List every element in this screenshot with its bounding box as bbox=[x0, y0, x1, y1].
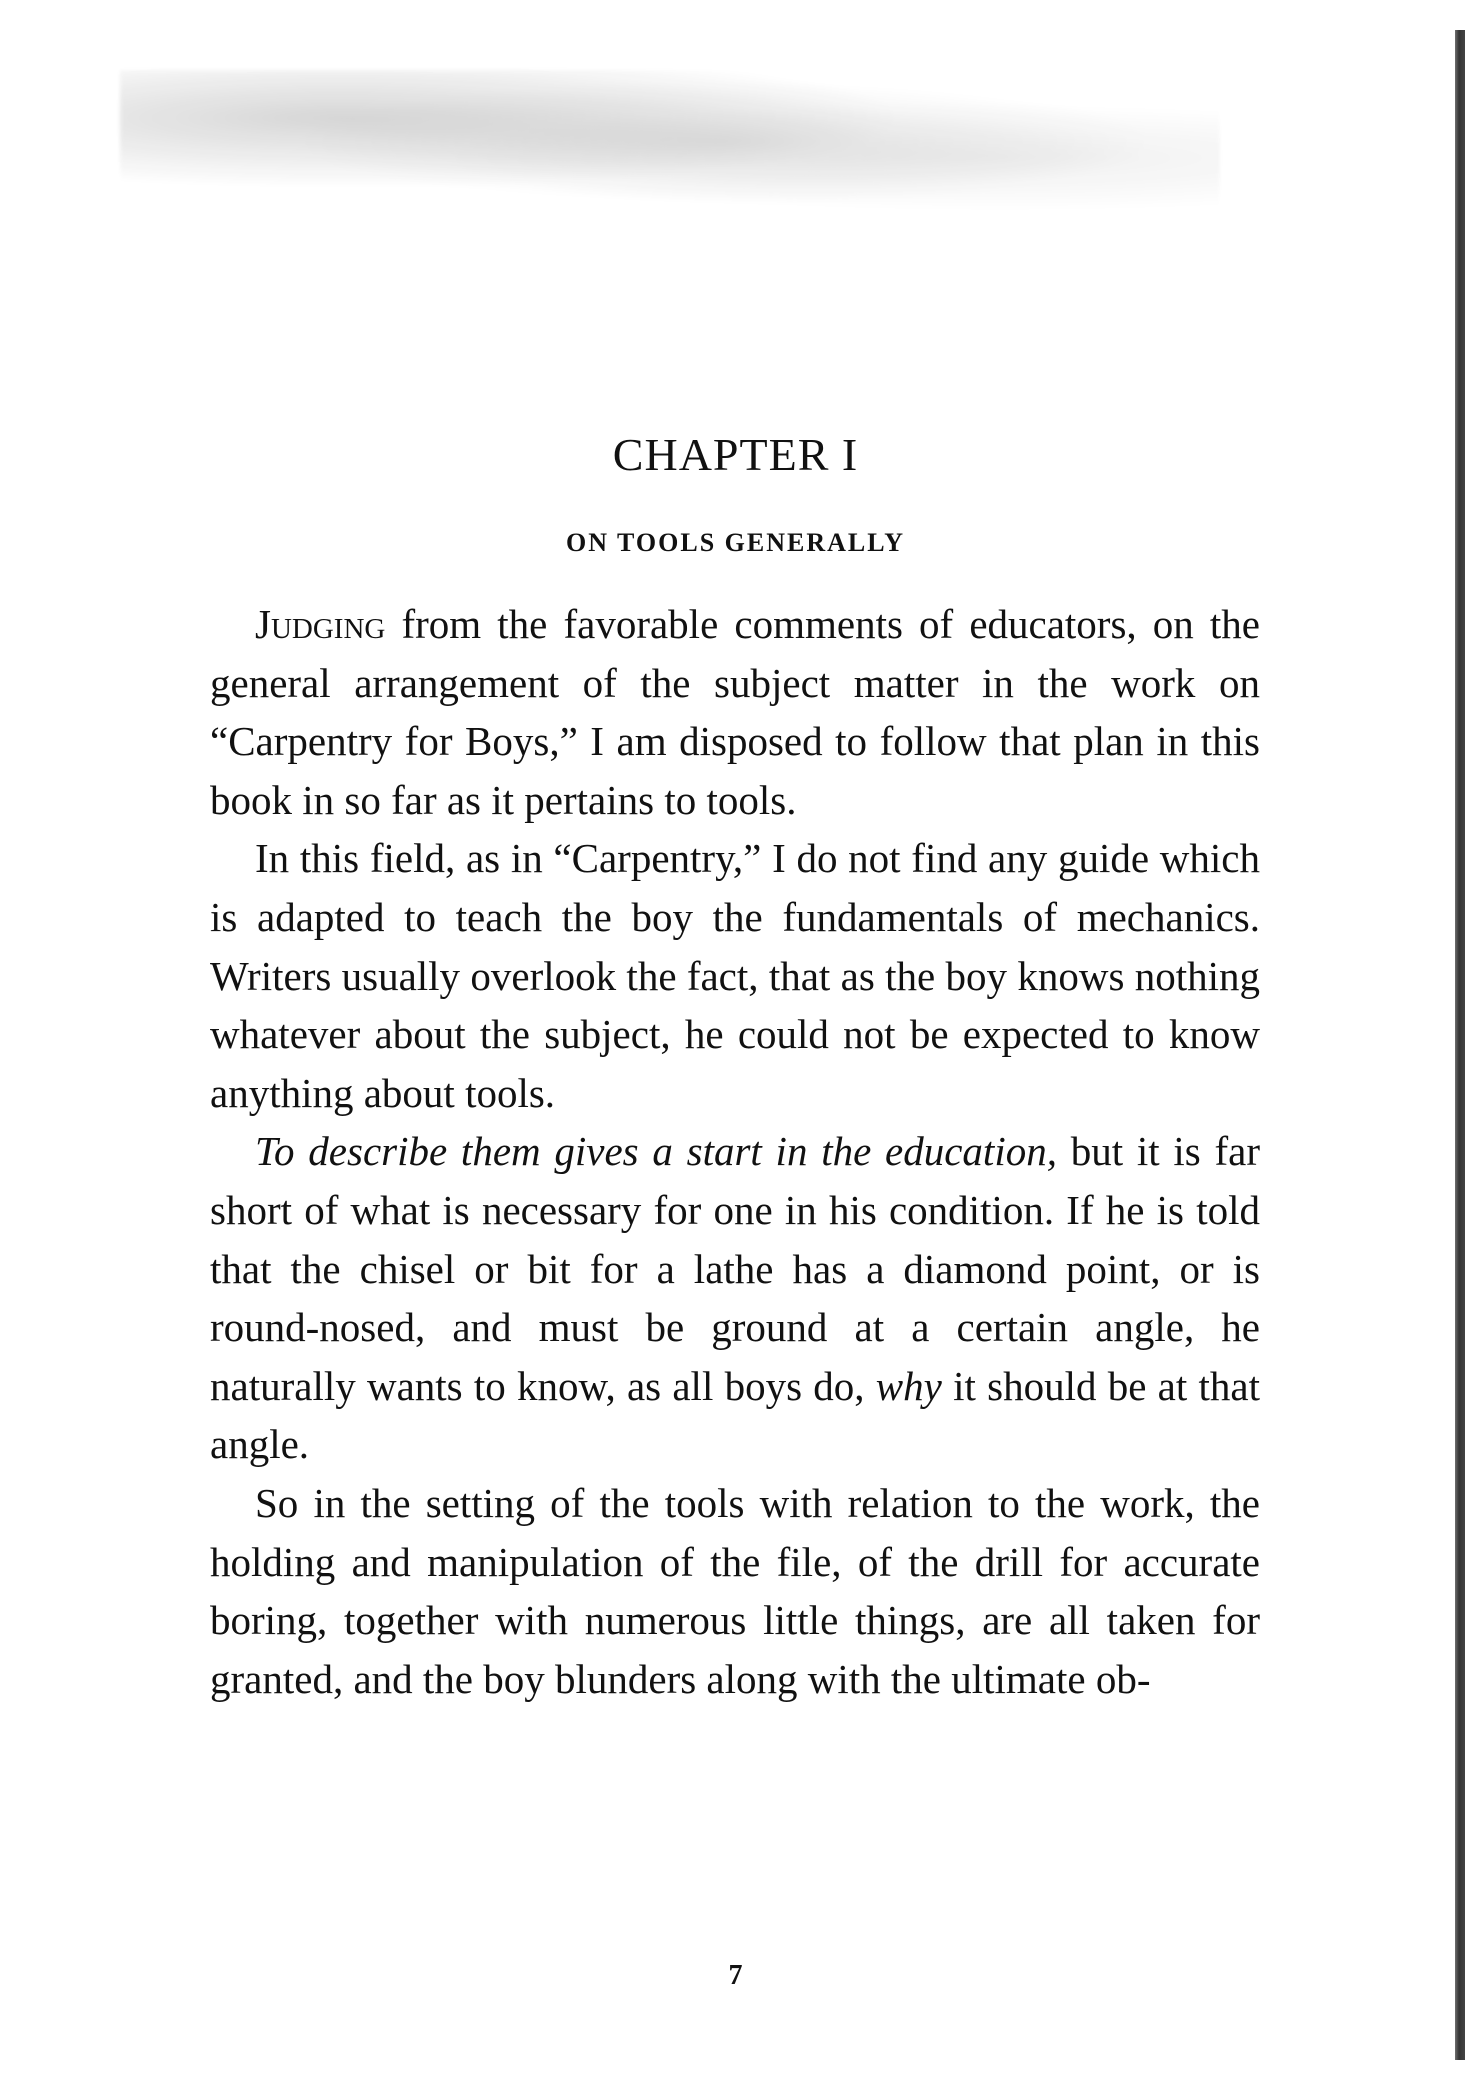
paragraph-3-emphasis: why bbox=[875, 1362, 942, 1409]
body-text bbox=[210, 595, 1260, 1708]
paragraph-3-text-a: but it is far short of what is necessary for one in his condition. If he is told that the chisel or bit for a lathe has a diamond point, or is round-nosed, and must be ground at a certain angle, he naturally wants to know, as all boys do, bbox=[210, 1128, 1260, 1409]
paragraph-3-italic: To describe them gives a start in the education, bbox=[255, 1128, 1057, 1175]
scan-smudge bbox=[120, 70, 1220, 230]
paragraph-3 bbox=[210, 1122, 1260, 1474]
paragraph-1 bbox=[210, 595, 1260, 829]
section-title: ON TOOLS GENERALLY bbox=[566, 528, 905, 557]
page-edge-shadow bbox=[1455, 30, 1465, 2060]
chapter-title: CHAPTER I bbox=[612, 429, 859, 480]
paragraph-3-text-b: it should be at that angle. bbox=[210, 1362, 1260, 1468]
paragraph-1-lead: Judging bbox=[255, 601, 386, 647]
paragraph-4: So in the setting of the tools with relation to the work, the holding and manipulation of the file, of the drill for accurate boring, together with numerous little things, are all taken for granted, and the boy blunders along with the ultimate ob- bbox=[210, 1479, 1260, 1702]
page-number: 7 bbox=[728, 1960, 743, 1991]
paragraph-2: In this field, as in “Carpentry,” I do not find any guide which is adapted to teach the boy the fundamentals of mechanics. Writers usually overlook the fact, that as the boy knows nothing whatever about the subject, he could not be expected to know anything about tools. bbox=[210, 835, 1260, 1116]
paragraph-1-text: from the favorable comments of educators, on the general arrangement of the subject matter in the work on “Carpentry for Boys,” I am disposed to follow that plan in this book in so far as it pertains to tools. bbox=[210, 601, 1260, 823]
